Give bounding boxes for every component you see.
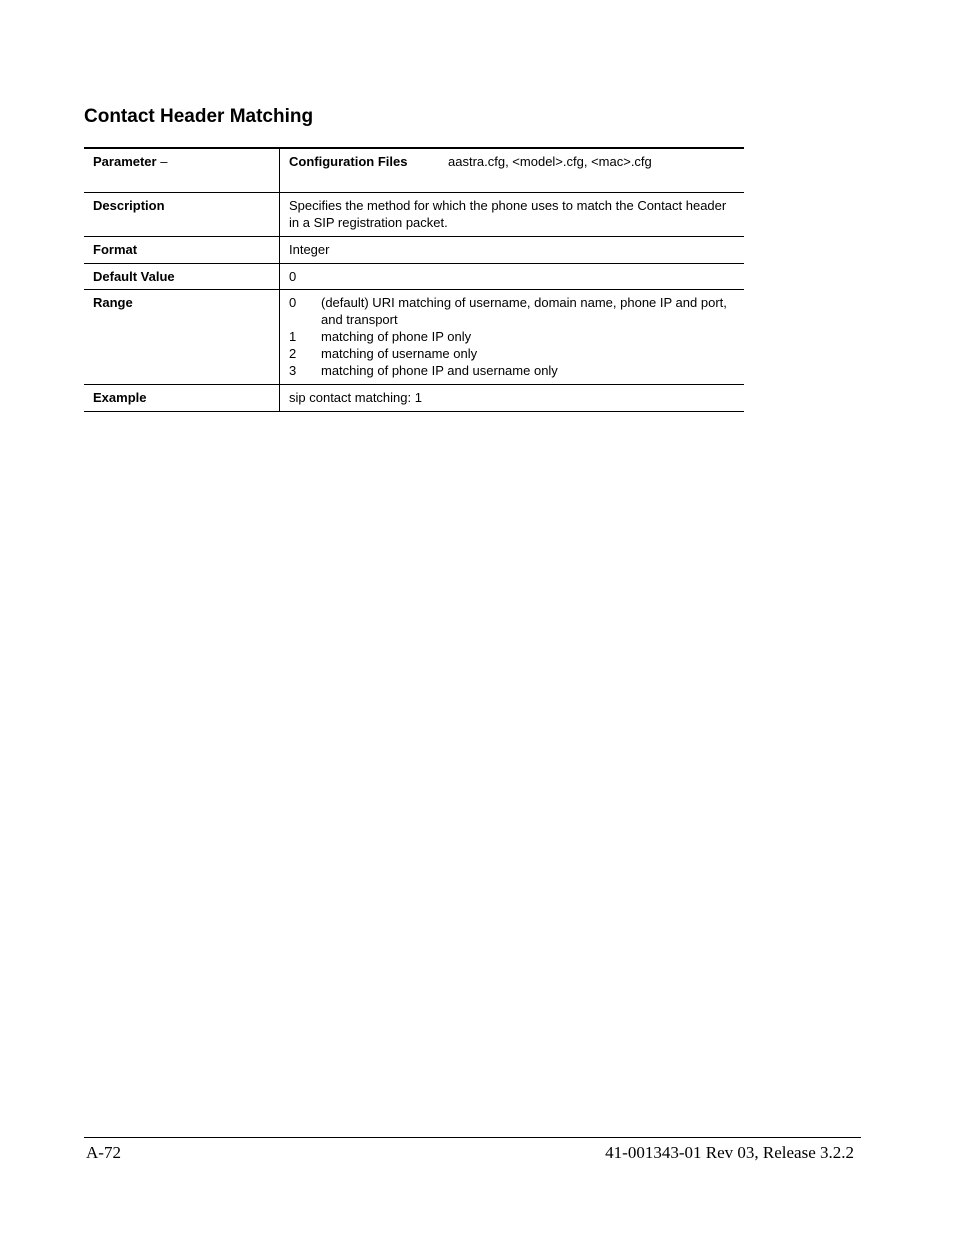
config-files-value: aastra.cfg, <model>.cfg, <mac>.cfg — [448, 154, 652, 169]
range-item — [289, 345, 735, 362]
range-label: Range — [84, 290, 280, 384]
range-list — [280, 290, 744, 384]
range-item-text: matching of username only — [321, 346, 478, 361]
parameter-cell — [84, 149, 280, 192]
description-label: Description — [84, 193, 280, 236]
description-value: Specifies the method for which the phone uses to match the Contact header in a SIP registration packet. — [289, 198, 727, 230]
page-number: A-72 — [86, 1143, 121, 1162]
footer-divider — [84, 1137, 861, 1138]
format-value: Integer — [289, 242, 330, 257]
example-value: sip contact matching: 1 — [289, 390, 422, 405]
range-item — [289, 328, 735, 345]
parameter-dash: – — [156, 154, 168, 169]
range-item-text: (default) URI matching of username, domain name, phone IP and port, and transport — [321, 295, 727, 327]
table-row-description — [84, 193, 744, 237]
default-value-value: 0 — [289, 269, 297, 284]
range-item-number: 3 — [289, 363, 297, 378]
document-info: 41-001343-01 Rev 03, Release 3.2.2 — [605, 1143, 854, 1162]
range-item-text: matching of phone IP only — [321, 329, 472, 344]
table-row-example — [84, 385, 744, 412]
format-label: Format — [84, 237, 280, 263]
default-value-label: Default Value — [84, 264, 280, 289]
range-item-number: 2 — [289, 346, 297, 361]
example-label: Example — [84, 385, 280, 411]
range-item — [289, 362, 735, 379]
range-item-number: 1 — [289, 329, 297, 344]
page-heading: Contact Header Matching — [84, 106, 314, 127]
table-row-parameter — [84, 149, 744, 193]
range-item — [289, 294, 735, 328]
table-row-format — [84, 237, 744, 264]
range-item-number: 0 — [289, 295, 297, 310]
parameter-label: Parameter — [93, 154, 157, 169]
parameter-table — [84, 147, 744, 412]
table-row-default-value — [84, 264, 744, 290]
range-item-text: matching of phone IP and username only — [321, 363, 558, 378]
config-files-label: Configuration Files — [289, 154, 408, 169]
config-files-cell — [280, 149, 744, 192]
table-row-range — [84, 290, 744, 385]
